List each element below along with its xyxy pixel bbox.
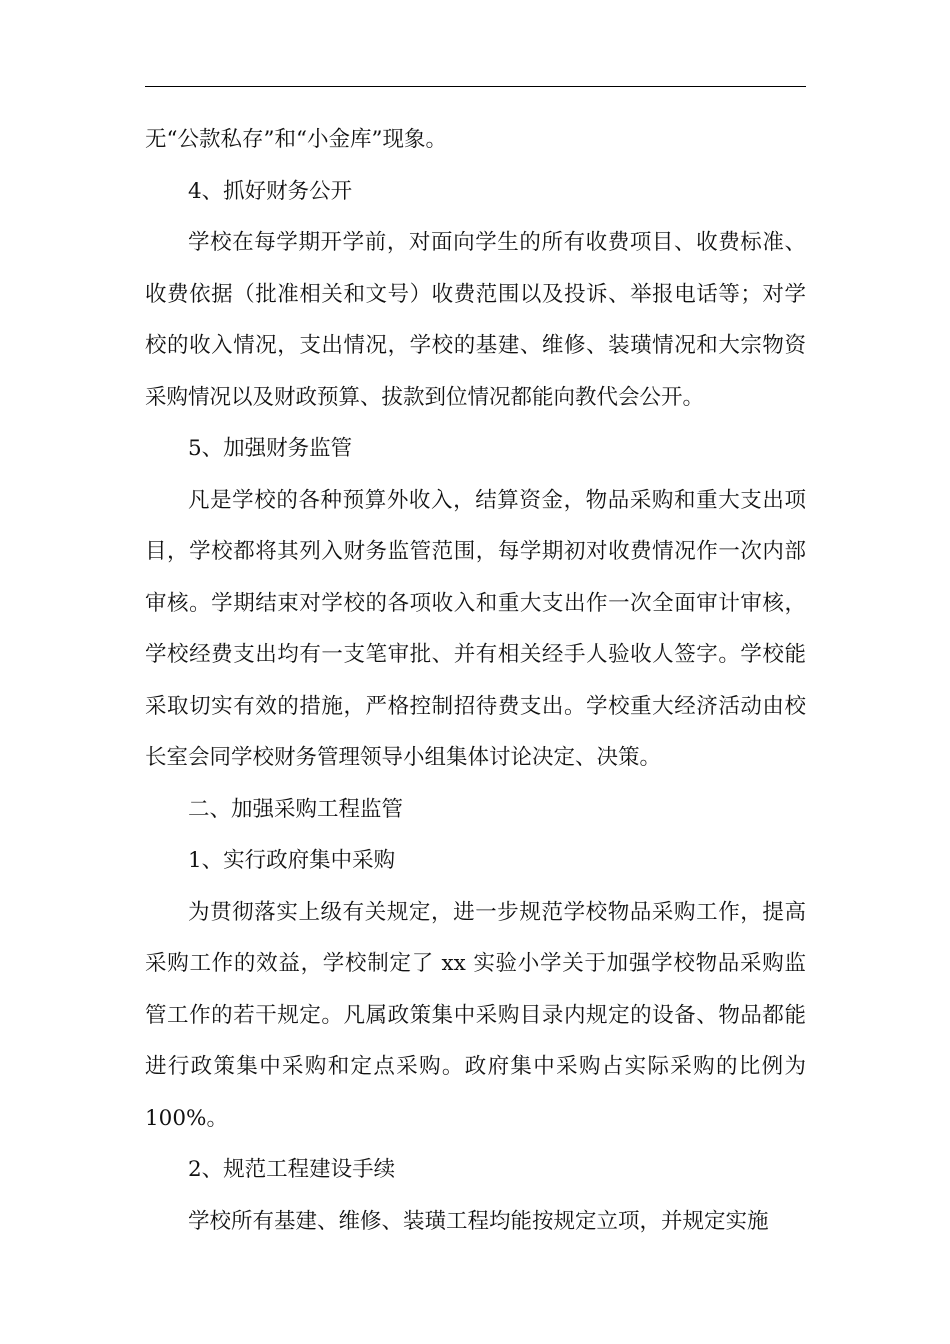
paragraph-financial-supervision: 凡是学校的各种预算外收入，结算资金，物品采购和重大支出项目，学校都将其列入财务监管范围，每学期初对收费情况作一次内部审核。学期结束对学校的各项收入和重大支出作一次全面审计审核，学校经费支出均有一支笔审批、并有相关经手人验收人签字。学校能采取切实有效的措施，严格控制招待费支出。学校重大经济活动由校长室会同学校财务管理领导小组集体讨论决定、决策。 (145, 487, 806, 770)
paragraph-procurement: 为贯彻落实上级有关规定，进一步规范学校物品采购工作，提高采购工作的效益，学校制定了 xx 实验小学关于加强学校物品采购监管工作的若干规定。凡属政策集中采购目录内规定的设备、物品都能进行政策集中采购和定点采购。政府集中采购占实际采购的比例为 100%。 (145, 899, 806, 1131)
header-rule (145, 86, 806, 87)
paragraph-continued: 无“公款私存”和“小金库”现象。 (145, 127, 447, 152)
section-heading-4: 4、抓好财务公开 (188, 178, 353, 204)
document-body (145, 114, 806, 1247)
section-heading-2: 二、加强采购工程监管 (188, 796, 404, 822)
section-heading-5: 5、加强财务监管 (188, 436, 353, 461)
paragraph-construction: 学校所有基建、维修、装璜工程均能按规定立项，并规定实施 (188, 1208, 769, 1234)
subsection-heading-1: 1、实行政府集中采购 (188, 848, 396, 873)
subsection-heading-2: 2、规范工程建设手续 (188, 1157, 396, 1182)
paragraph-financial-disclosure: 学校在每学期开学前，对面向学生的所有收费项目、收费标准、收费依据（批准相关和文号）收费范围以及投诉、举报电话等；对学校的收入情况，支出情况，学校的基建、维修、装璜情况和大宗物资采购情况以及财政预算、拔款到位情况都能向教代会公开。 (145, 230, 806, 410)
